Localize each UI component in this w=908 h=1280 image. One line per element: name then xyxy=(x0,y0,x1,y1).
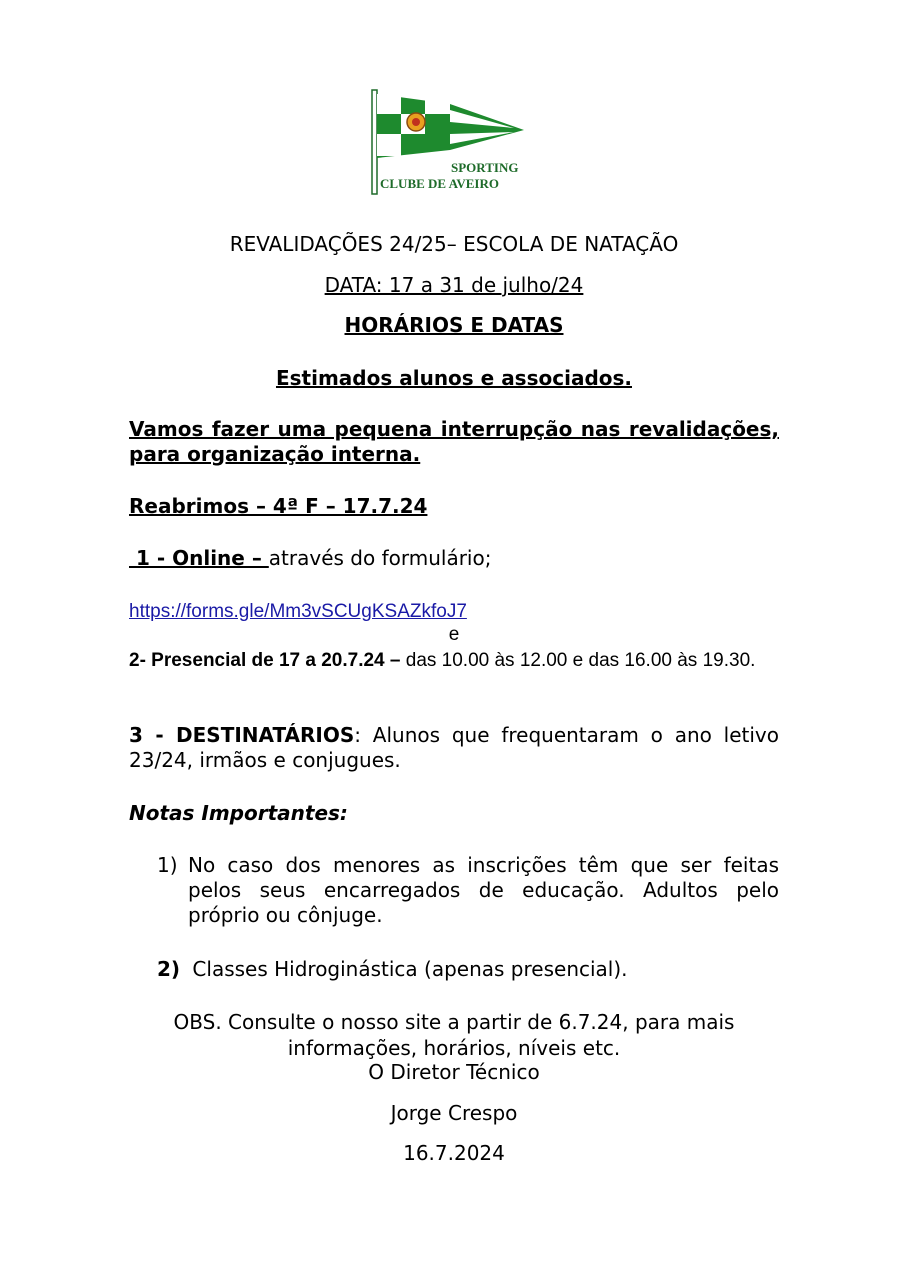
option-online-label: 1 - Online – xyxy=(129,546,269,570)
notes-title: Notas Importantes: xyxy=(129,801,348,825)
svg-text:CLUBE DE AVEIRO: CLUBE DE AVEIRO xyxy=(380,176,499,191)
signature-role: O Diretor Técnico xyxy=(368,1060,540,1084)
schedule-heading: HORÁRIOS E DATAS xyxy=(344,313,564,337)
form-link[interactable]: https://forms.gle/Mm3vSCUgKSAZkfoJ7 xyxy=(129,601,467,622)
date-range: DATA: 17 a 31 de julho/24 xyxy=(324,273,584,297)
greeting: Estimados alunos e associados. xyxy=(275,366,632,390)
note-text: Classes Hidroginástica (apenas presencial). xyxy=(192,957,628,981)
option-presencial-label: 2- Presencial de 17 a 20.7.24 – xyxy=(129,650,401,671)
note-number: 1) xyxy=(157,853,178,877)
note-item xyxy=(157,853,779,928)
club-logo xyxy=(364,88,540,198)
note-item xyxy=(157,957,779,982)
interruption-notice: Vamos fazer uma pequena interrupção nas revalidações, para organização interna. xyxy=(129,417,779,466)
conjunction-text: e xyxy=(448,624,460,645)
signature-date: 16.7.2024 xyxy=(403,1141,505,1165)
recipients-label: 3 - DESTINATÁRIOS xyxy=(129,723,355,747)
option-presencial xyxy=(129,648,779,674)
option-online-text: através do formulário; xyxy=(268,546,492,570)
option-online xyxy=(129,546,779,571)
obs-note: OBS. Consulte o nosso site a partir de 6.7.24, para mais informações, horários, níveis etc. xyxy=(173,1010,735,1060)
reopen-date: Reabrimos – 4ª F – 17.7.24 xyxy=(129,494,428,518)
document-title: REVALIDAÇÕES 24/25– ESCOLA DE NATAÇÃO xyxy=(229,232,679,256)
recipients xyxy=(129,723,779,773)
note-number: 2) xyxy=(157,957,181,981)
svg-text:SPORTING: SPORTING xyxy=(451,160,519,175)
club-flag-icon xyxy=(364,88,540,198)
recipients-text: : Alunos que frequentaram o ano letivo 23/24, irmãos e conjugues. xyxy=(129,723,779,772)
option-presencial-text: das 10.00 às 12.00 e das 16.00 às 19.30. xyxy=(400,650,756,671)
signature-name: Jorge Crespo xyxy=(390,1101,518,1125)
note-text: No caso dos menores as inscrições têm que ser feitas pelos seus encarregados de educação. Adultos pelo próprio ou cônjuge. xyxy=(188,853,779,927)
